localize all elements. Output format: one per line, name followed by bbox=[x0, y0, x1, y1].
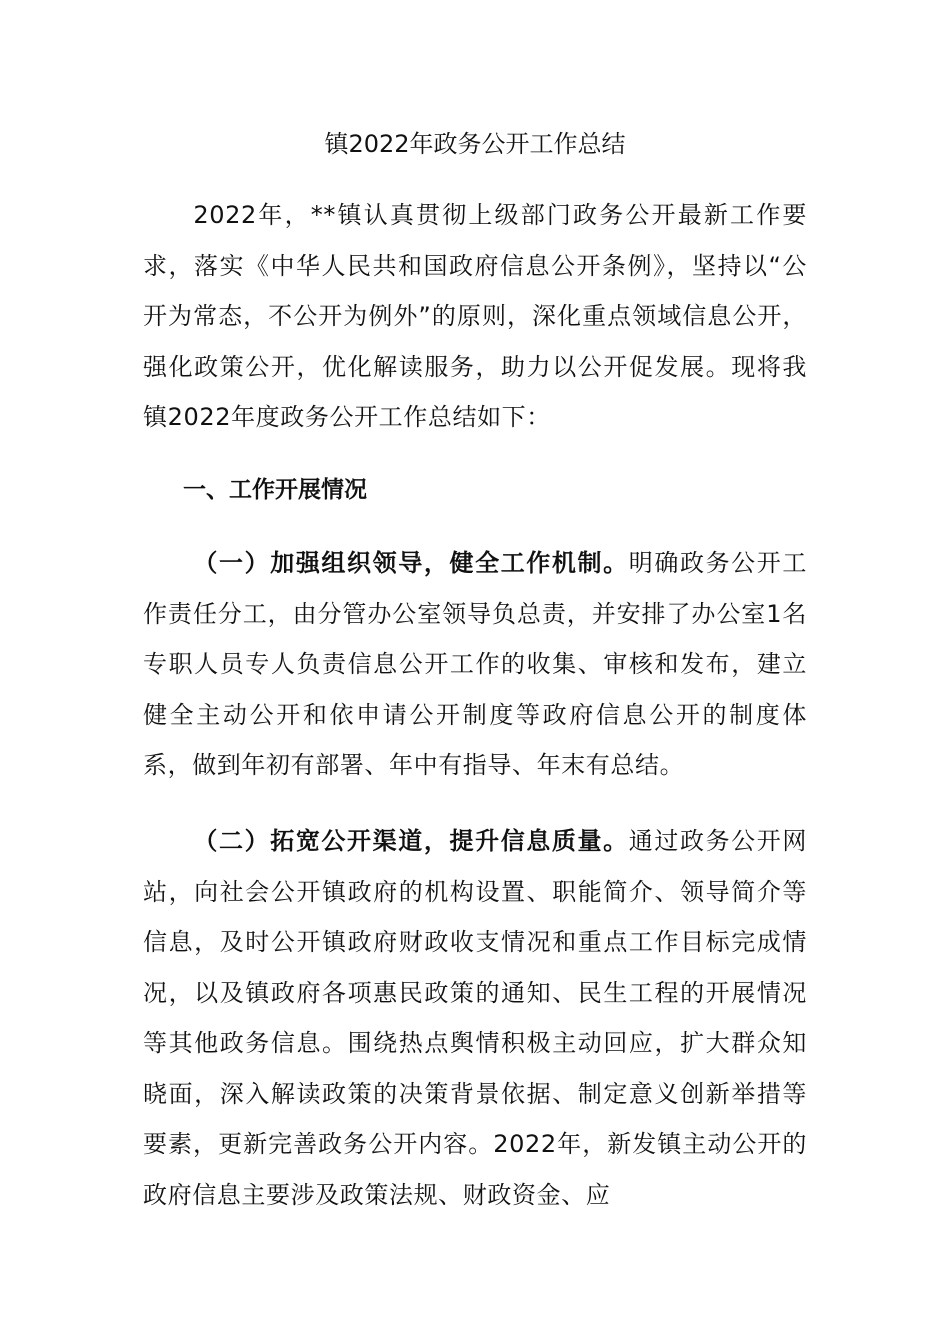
item-lead-2: （二）拓宽公开渠道，提升信息质量。 bbox=[193, 827, 629, 855]
intro-paragraph: 2022年，**镇认真贯彻上级部门政务公开最新工作要求，落实《中华人民共和国政府信息公开条例》，坚持以“公开为常态，不公开为例外”的原则，深化重点领域信息公开，强化政策公开，优化解读服务，助力以公开促发展。现将我镇2022年度政务公开工作总结如下： bbox=[143, 201, 807, 431]
item-body-2: 通过政务公开网站，向社会公开镇政府的机构设置、职能简介、领导简介等信息，及时公开镇政府财政收支情况和重点工作目标完成情况，以及镇政府各项惠民政策的通知、民生工程的开展情况等其他政务信息。围绕热点舆情积极主动回应，扩大群众知晓面，深入解读政策的决策背景依据、制定意义创新举措等要素，更新完善政务公开内容。2022年，新发镇主动公开的政府信息主要涉及政策法规、财政资金、应 bbox=[143, 827, 808, 1209]
item-body-1: 明确政务公开工作责任分工，由分管办公室领导负总责，并安排了办公室1名专职人员专人负责信息公开工作的收集、审核和发布，建立健全主动公开和依申请公开制度等政府信息公开的制度体系，做到年初有部署、年中有指导、年末有总结。 bbox=[143, 549, 808, 779]
section-heading: 一、工作开展情况 bbox=[183, 477, 367, 503]
item-paragraph-1 bbox=[143, 538, 807, 791]
document-title: 镇2022年政务公开工作总结 bbox=[324, 130, 626, 158]
item-lead-1: （一）加强组织领导，健全工作机制。 bbox=[193, 549, 629, 577]
item-paragraph-2 bbox=[143, 816, 807, 1220]
